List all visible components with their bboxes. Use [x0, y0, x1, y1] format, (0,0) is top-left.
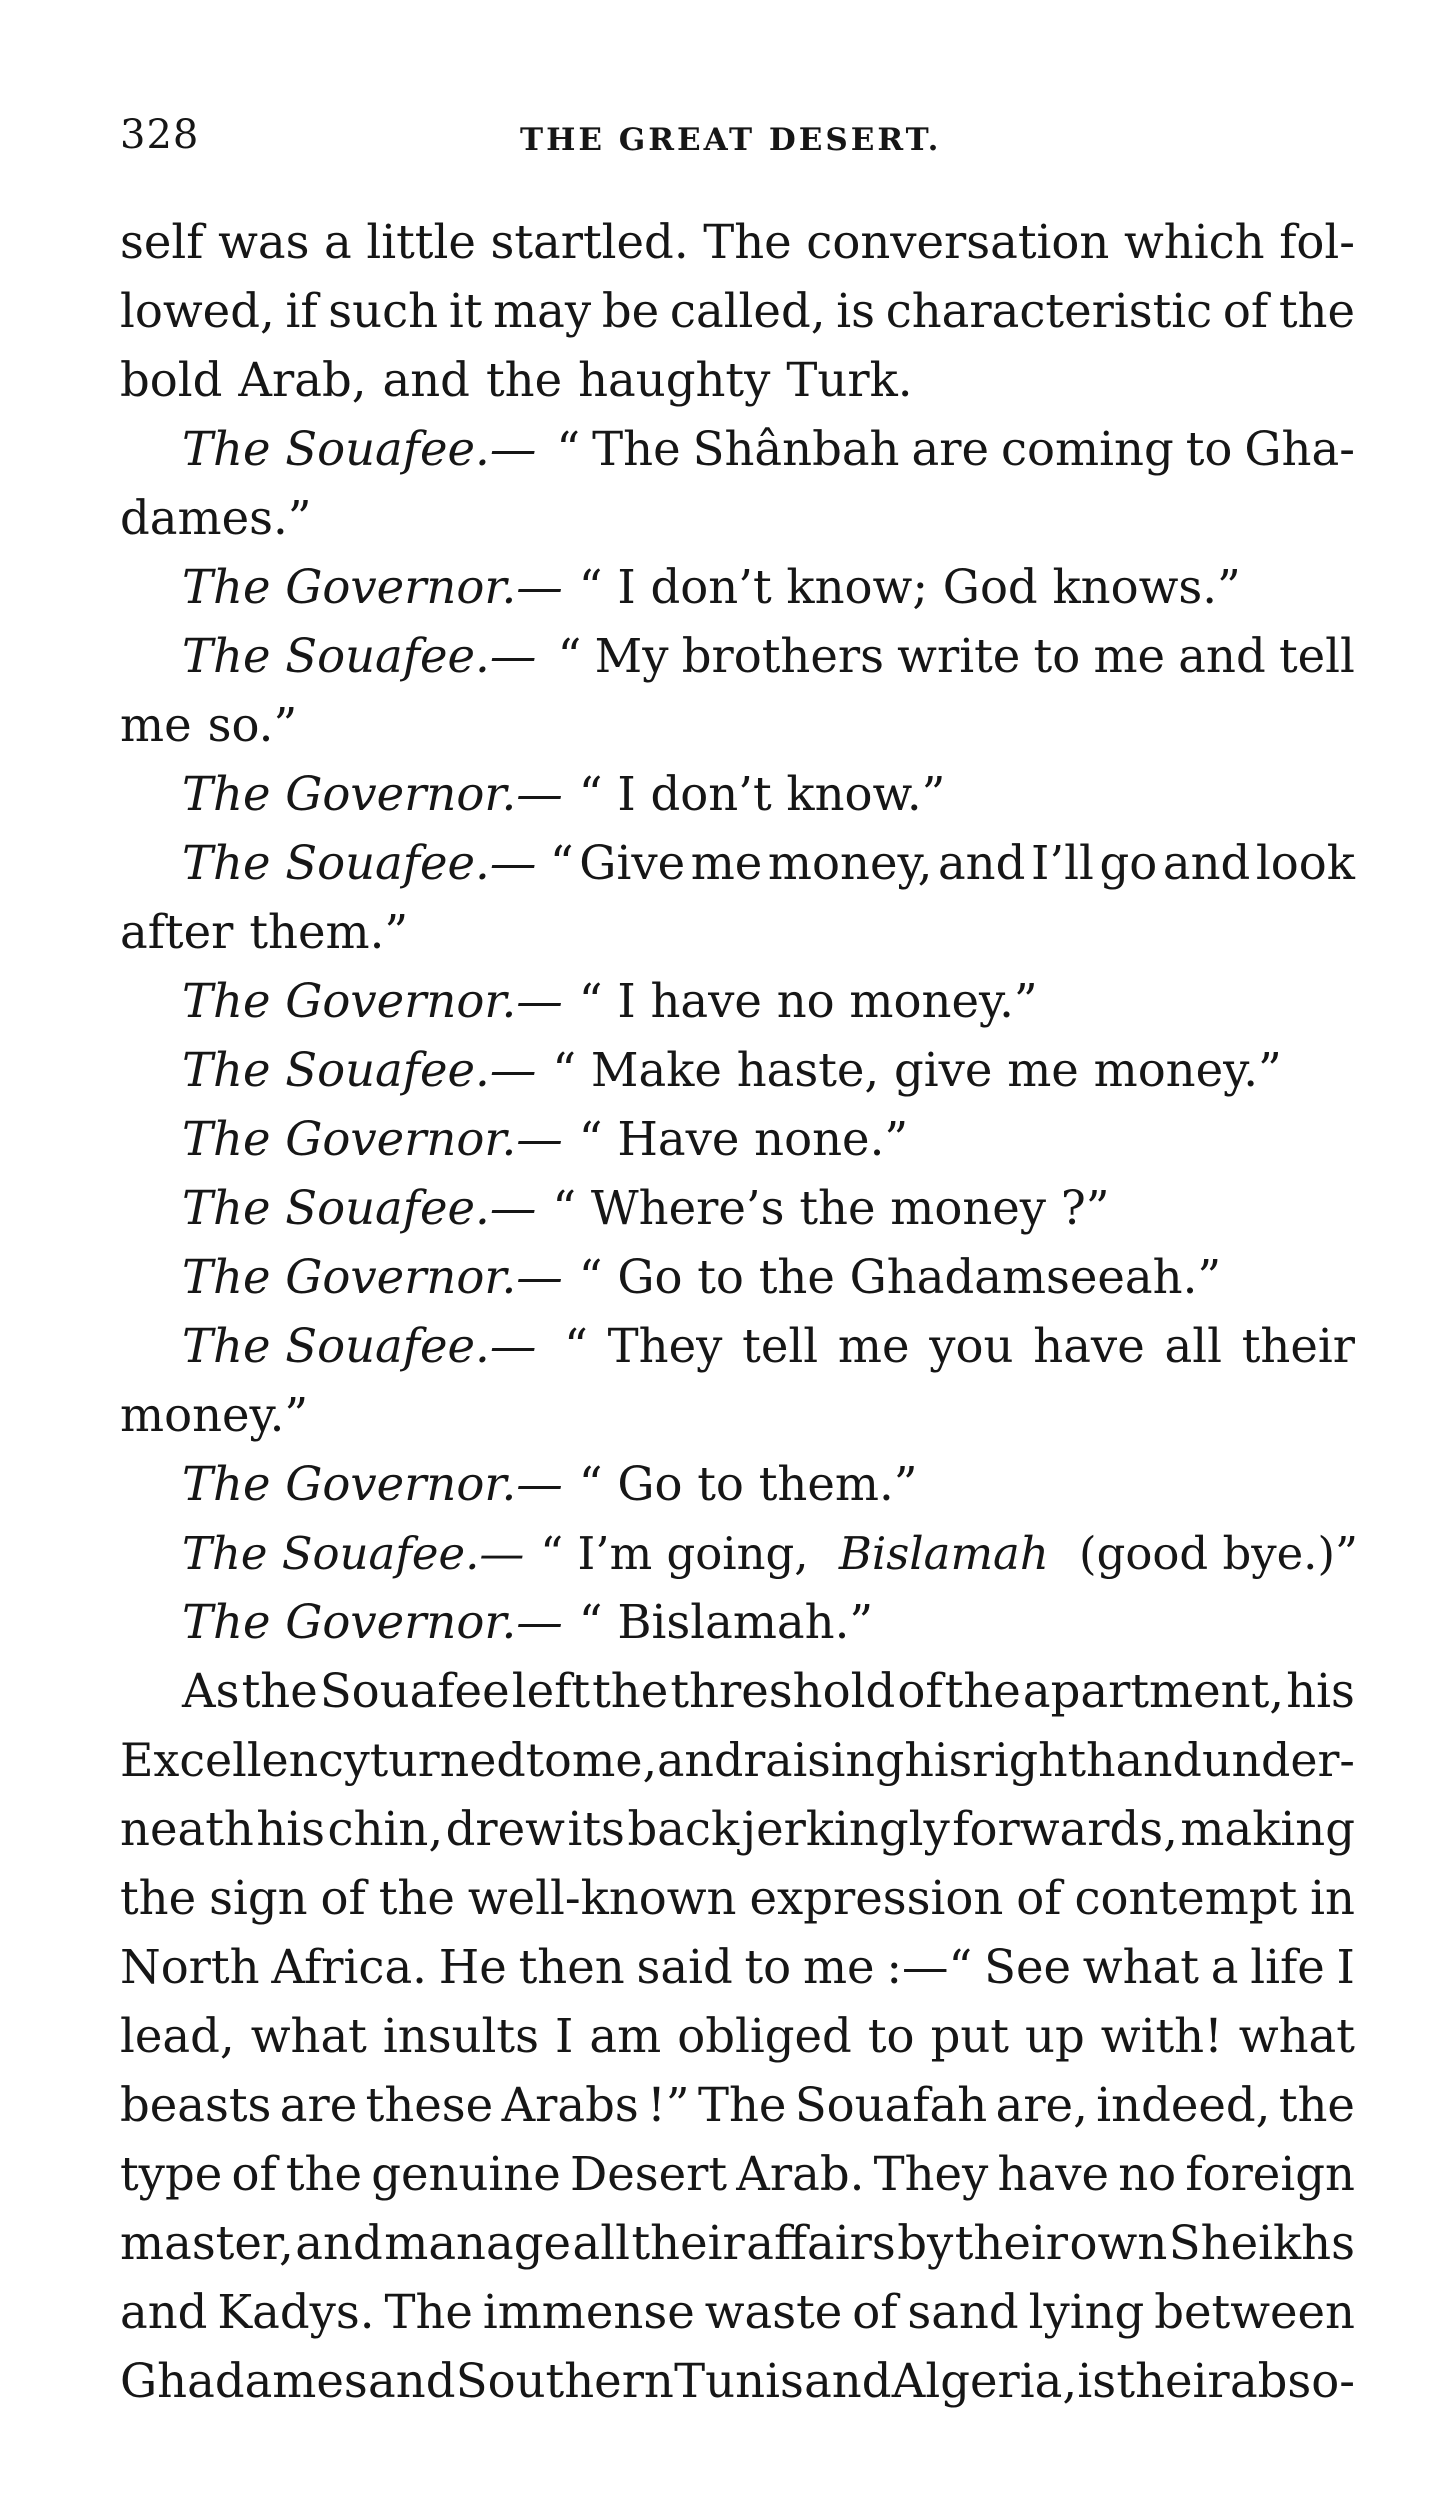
word: which — [1123, 215, 1265, 269]
dialogue-line — [120, 553, 1355, 622]
text-line — [120, 2002, 1355, 2071]
word: the — [485, 353, 563, 407]
word: Souafee — [319, 1664, 510, 1718]
word: Arab. — [736, 2147, 865, 2201]
word: little — [366, 215, 476, 269]
dialogue-line — [120, 967, 1355, 1036]
speech-text: “ Go to them.” — [578, 1457, 918, 1511]
speech-text: “ Where’s the money ?” — [552, 1181, 1110, 1235]
word: was — [218, 215, 310, 269]
word: are — [911, 422, 989, 476]
word: conversation — [806, 215, 1110, 269]
speech-italic-word: Bislamah — [838, 1527, 1049, 1580]
word: to — [525, 1733, 572, 1787]
word: the — [241, 1664, 318, 1718]
word: life — [1250, 1940, 1325, 1994]
speaker-label: The Souafee.— — [182, 1181, 537, 1235]
word: Give — [579, 836, 686, 890]
word: of — [231, 2147, 277, 2201]
word: abso- — [1229, 2354, 1355, 2408]
speaker-label: The Souafee.— — [182, 1043, 537, 1097]
text-line — [120, 1657, 1355, 1726]
word: master, — [120, 2216, 294, 2270]
word: have — [997, 2147, 1110, 2201]
word: under- — [1201, 1733, 1355, 1787]
word: and — [295, 2216, 383, 2270]
speech-part: “ I’m going, — [540, 1527, 823, 1580]
dialogue-continuation — [120, 691, 1355, 760]
word: North — [120, 1940, 260, 1994]
word: Excellency — [120, 1733, 370, 1787]
word: waste — [704, 2285, 843, 2339]
word: They — [607, 1319, 723, 1373]
word: I — [555, 2009, 574, 2063]
word: it — [448, 284, 483, 338]
word: if — [285, 284, 318, 338]
word: Southern — [455, 2354, 674, 2408]
speaker-label: The Governor.— — [182, 1457, 563, 1511]
word: Algeria, — [891, 2354, 1078, 2408]
word: me — [802, 1940, 875, 1994]
word: tell — [1278, 629, 1355, 683]
word: after — [120, 905, 234, 959]
word: am — [589, 2009, 662, 2063]
word: the — [285, 2147, 363, 2201]
word: type — [120, 2147, 223, 2201]
word: the — [378, 1871, 455, 1925]
word: by — [897, 2216, 954, 2270]
dialogue-line — [120, 760, 1355, 829]
word: characteristic — [885, 284, 1213, 338]
speaker-label: The Souafee.— — [182, 836, 537, 890]
word: making — [1180, 1802, 1355, 1856]
word: Tunis — [674, 2354, 804, 2408]
word: up — [1025, 2009, 1085, 2063]
word: money.” — [120, 1388, 309, 1442]
word: tell — [742, 1319, 819, 1373]
dialogue-line — [120, 829, 1355, 898]
dialogue-continuation — [120, 1381, 1355, 1450]
word: Shânbah — [692, 422, 900, 476]
word: to — [744, 1940, 792, 1994]
word: these — [365, 2078, 494, 2132]
text-line — [120, 346, 1355, 415]
body-text — [120, 208, 1358, 2416]
word: with! — [1100, 2009, 1223, 2063]
word: of — [852, 2285, 898, 2339]
word: you — [929, 1319, 1014, 1373]
word: self — [120, 215, 204, 269]
word: See — [984, 1940, 1072, 1994]
word: money, — [767, 836, 933, 890]
word: have — [1033, 1319, 1145, 1373]
word: the — [1278, 2078, 1355, 2132]
word: and — [1178, 629, 1266, 683]
dialogue-line — [120, 415, 1355, 484]
word: obliged — [677, 2009, 852, 2063]
word: all — [572, 2216, 630, 2270]
word: immense — [482, 2285, 695, 2339]
word: to — [1033, 629, 1081, 683]
word: his — [904, 1733, 973, 1787]
word: me, — [571, 1733, 658, 1787]
word: so.” — [207, 698, 298, 752]
word: me — [1093, 629, 1166, 683]
word: Ghadames — [120, 2354, 368, 2408]
word: in — [1310, 1871, 1355, 1925]
word: all — [1164, 1319, 1222, 1373]
word: fol- — [1279, 215, 1355, 269]
word: haughty — [578, 353, 771, 407]
speech-text: “ I don’t know.” — [578, 767, 946, 821]
dialogue-line — [120, 1519, 1358, 1588]
dialogue-line — [120, 1312, 1355, 1381]
dialogue-line — [120, 1036, 1355, 1105]
speaker-label: The Souafee.— — [182, 422, 537, 476]
word: and — [657, 1733, 744, 1787]
word: affairs — [746, 2216, 896, 2270]
dialogue-line — [120, 1174, 1355, 1243]
word: of — [1016, 1871, 1062, 1925]
text-line — [120, 1795, 1355, 1864]
word: of — [897, 1664, 943, 1718]
word: drew — [445, 1802, 565, 1856]
word: their — [1116, 2354, 1230, 2408]
word: put — [930, 2009, 1009, 2063]
page-number: 328 — [120, 112, 200, 158]
word: indeed, — [1096, 2078, 1271, 2132]
speaker-label: The Governor.— — [182, 1250, 563, 1304]
word: brothers — [681, 629, 884, 683]
word: The — [703, 215, 792, 269]
word: the — [944, 1664, 1021, 1718]
text-line — [120, 2140, 1355, 2209]
word: Turk. — [786, 353, 913, 407]
word: forwards, — [952, 1802, 1178, 1856]
word: said — [636, 1940, 733, 1994]
word: beasts — [120, 2078, 272, 2132]
dialogue-line — [120, 1588, 1355, 1657]
word: is — [1077, 2354, 1117, 2408]
running-head — [120, 112, 1355, 172]
word: own — [1069, 2216, 1168, 2270]
word: to — [867, 2009, 915, 2063]
dialogue-continuation — [120, 898, 1355, 967]
text-line — [120, 277, 1355, 346]
running-title: THE GREAT DESERT. — [520, 122, 942, 158]
word: write — [897, 629, 1021, 683]
word: genuine — [371, 2147, 561, 2201]
speaker-label: The Souafee.— — [182, 629, 537, 683]
word: turned — [369, 1733, 526, 1787]
speaker-label: The Governor.— — [182, 560, 563, 614]
word: what — [1238, 2009, 1355, 2063]
word: is — [836, 284, 875, 338]
text-line — [120, 1726, 1355, 1795]
word: their — [1241, 1319, 1355, 1373]
text-line — [120, 208, 1355, 277]
speech-text: “ — [549, 836, 574, 890]
word: sand — [907, 2285, 1019, 2339]
speech-text: “ Go to the Ghadamseeah.” — [578, 1250, 1222, 1304]
word: the — [1278, 284, 1355, 338]
word: The — [592, 422, 681, 476]
word: chin, — [327, 1802, 444, 1856]
word: foreign — [1185, 2147, 1355, 2201]
word: Souafah — [794, 2078, 988, 2132]
word: to — [1185, 422, 1233, 476]
dialogue-line — [120, 1450, 1355, 1519]
word: are, — [995, 2078, 1088, 2132]
word: lead, — [120, 2009, 235, 2063]
word: me — [120, 698, 192, 752]
word: As — [182, 1664, 240, 1718]
word: !” — [647, 2078, 690, 2132]
speaker-label: The Governor.— — [182, 1112, 563, 1166]
text-line — [120, 1933, 1355, 2002]
word: be — [601, 284, 660, 338]
word: dames.” — [120, 491, 312, 545]
word: of — [1222, 284, 1269, 338]
word: its — [567, 1802, 625, 1856]
word: lying — [1028, 2285, 1145, 2339]
text-line — [120, 1864, 1355, 1933]
word: no — [1118, 2147, 1177, 2201]
word: called, — [669, 284, 826, 338]
word: back — [627, 1802, 740, 1856]
speech-text — [540, 1519, 1358, 1588]
word: their — [954, 2216, 1069, 2270]
word: his — [1286, 1664, 1355, 1718]
word: and — [120, 2285, 208, 2339]
word: Sheikhs — [1168, 2216, 1355, 2270]
word: lowed, — [120, 284, 275, 338]
speaker-label: The Souafee.— — [182, 1319, 537, 1373]
word: apartment, — [1022, 1664, 1285, 1718]
word: look — [1255, 836, 1355, 890]
speech-text: “ I have no money.” — [578, 974, 1038, 1028]
word: Desert — [569, 2147, 728, 2201]
word: right — [972, 1733, 1087, 1787]
word: Kadys. — [217, 2285, 375, 2339]
word: and — [1162, 836, 1251, 890]
word: and — [937, 836, 1026, 890]
word: sign — [209, 1871, 308, 1925]
word: me — [690, 836, 763, 890]
speech-text: “ — [556, 422, 581, 476]
word: and — [368, 2354, 456, 2408]
word: Arab, — [238, 353, 367, 407]
dialogue-line — [120, 622, 1355, 691]
word: may — [493, 284, 592, 338]
speech-text: “ I don’t know; God knows.” — [578, 560, 1241, 614]
speaker-label: The Governor.— — [182, 767, 563, 821]
text-line — [120, 2071, 1355, 2140]
word: neath — [120, 1802, 254, 1856]
text-line — [120, 2209, 1355, 2278]
word: them.” — [249, 905, 409, 959]
word: bold — [120, 353, 223, 407]
word: The — [384, 2285, 473, 2339]
speech-text: “ Have none.” — [578, 1112, 909, 1166]
speaker-label: The Governor.— — [182, 974, 563, 1028]
word: then — [518, 1940, 625, 1994]
word: well-known — [467, 1871, 737, 1925]
word: and — [804, 2354, 892, 2408]
word: Gha- — [1244, 422, 1355, 476]
word: such — [328, 284, 439, 338]
word: what — [1082, 1940, 1199, 1994]
word: their — [631, 2216, 745, 2270]
speech-text: “ Bislamah.” — [578, 1595, 874, 1649]
word: insults — [382, 2009, 539, 2063]
word: contempt — [1074, 1871, 1298, 1925]
word: raising — [743, 1733, 905, 1787]
word: threshold — [670, 1664, 896, 1718]
word: a — [1210, 1940, 1239, 1994]
word: go — [1099, 836, 1158, 890]
dialogue-continuation — [120, 484, 1355, 553]
word: jerkingly — [741, 1802, 950, 1856]
word: Africa. — [271, 1940, 427, 1994]
speaker-label: The Souafee.— — [182, 1527, 525, 1580]
text-line — [120, 2278, 1355, 2347]
word: left — [511, 1664, 591, 1718]
word: Arabs — [501, 2078, 639, 2132]
word: his — [256, 1802, 326, 1856]
speaker-label: The Governor.— — [182, 1595, 563, 1649]
word: I’ll — [1030, 836, 1094, 890]
dialogue-line — [120, 1243, 1355, 1312]
word: He — [438, 1940, 507, 1994]
word: My — [594, 629, 669, 683]
word: the — [592, 1664, 669, 1718]
word: and — [382, 353, 470, 407]
speech-part: (good bye.)” — [1064, 1527, 1358, 1580]
word: between — [1154, 2285, 1355, 2339]
word: startled. — [490, 215, 689, 269]
word: what — [250, 2009, 367, 2063]
word: manage — [384, 2216, 572, 2270]
word: the — [120, 1871, 197, 1925]
text-line — [120, 2347, 1355, 2416]
word: The — [697, 2078, 787, 2132]
word: They — [873, 2147, 989, 2201]
dialogue-line — [120, 1105, 1355, 1174]
word: of — [320, 1871, 366, 1925]
word: are — [279, 2078, 358, 2132]
word: a — [324, 215, 352, 269]
speech-text: “ — [557, 629, 582, 683]
word: me — [837, 1319, 910, 1373]
word: hand — [1086, 1733, 1202, 1787]
word: expression — [749, 1871, 1004, 1925]
speech-text: “ — [564, 1319, 588, 1373]
speech-text: “ Make haste, give me money.” — [552, 1043, 1282, 1097]
word: coming — [1001, 422, 1174, 476]
word: I — [1336, 1940, 1355, 1994]
word: :—“ — [886, 1940, 973, 1994]
